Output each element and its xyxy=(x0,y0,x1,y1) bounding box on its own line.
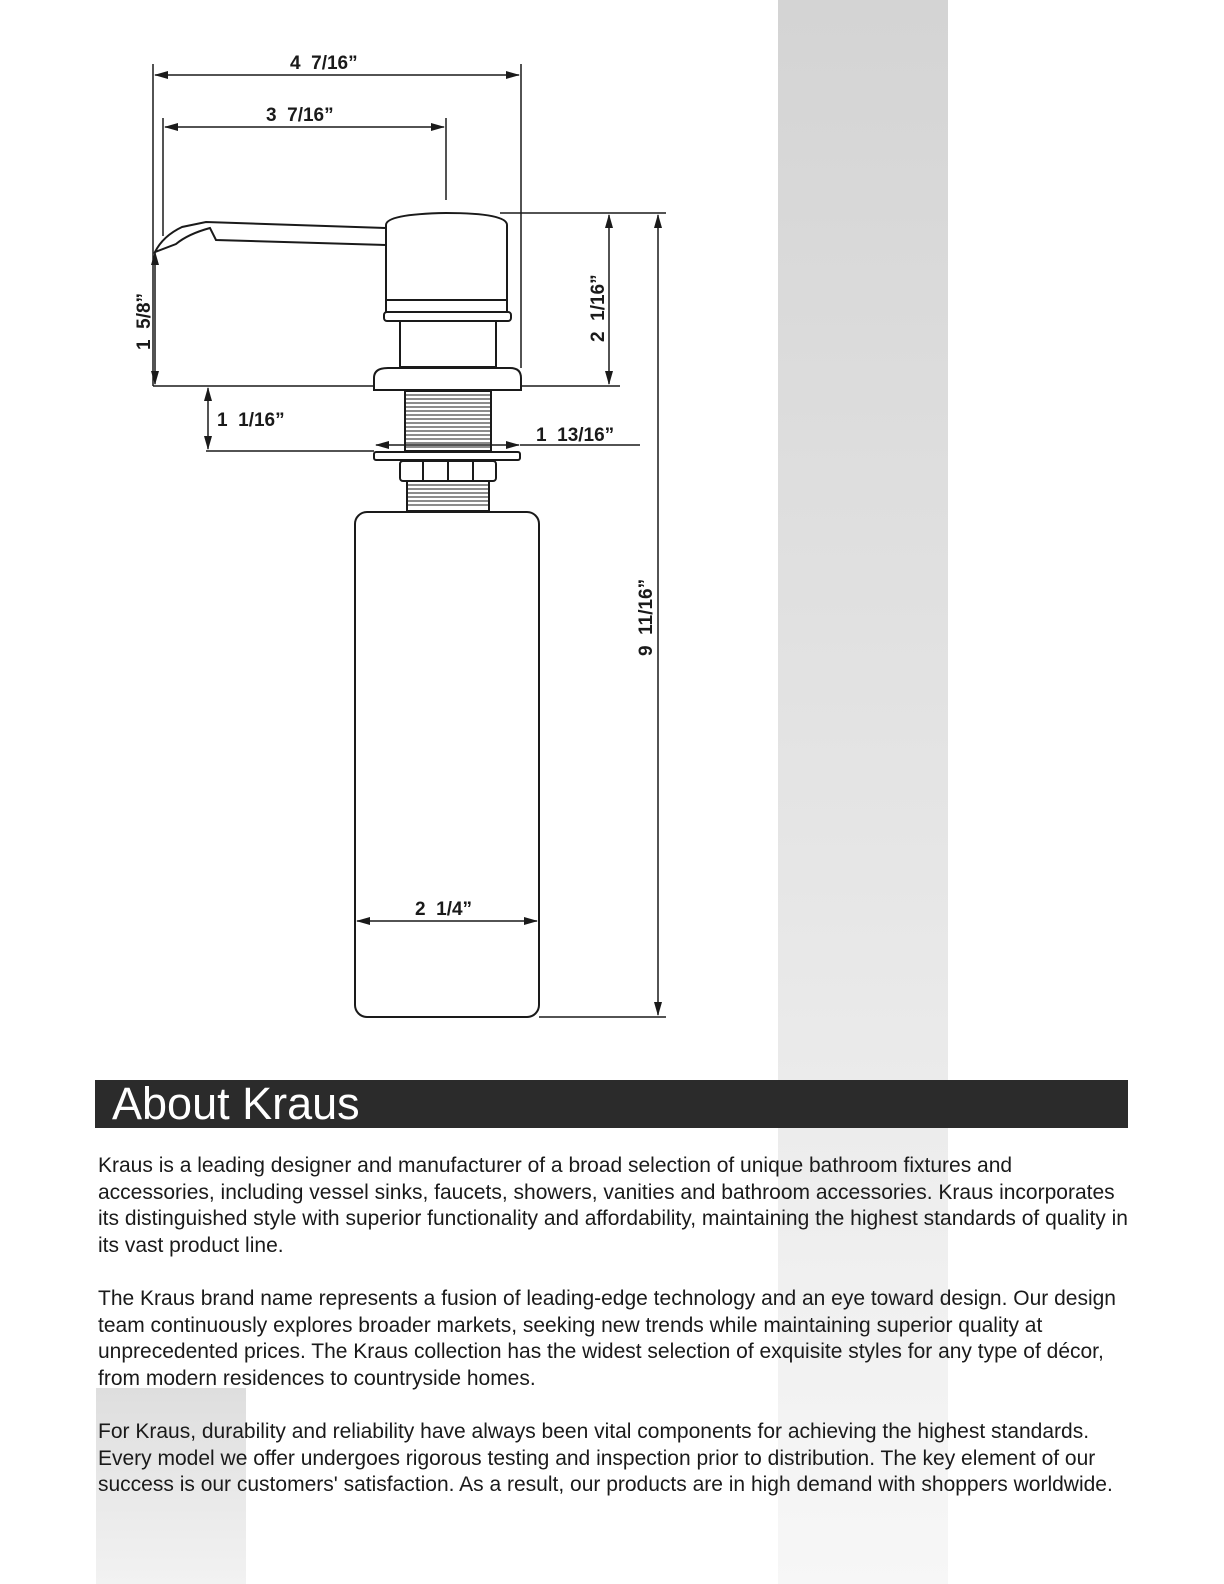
head-height-label: 2 1/16” xyxy=(588,274,609,342)
soap-dispenser-outline xyxy=(155,213,539,1017)
spout-reach-label: 3 7/16” xyxy=(266,105,334,126)
about-paragraph-2: The Kraus brand name represents a fusion of leading-edge technology and an eye toward design. Our design team continuously explores broader markets, seeking new trends while maintaining superior quality at unprecedented prices. The Kraus collection has the widest selection of exquisite styles for any type of décor, from modern residences to countryside homes. xyxy=(98,1287,1116,1390)
about-paragraph-1: Kraus is a leading designer and manufacturer of a broad selection of unique bathroom fixtures and accessories, including vessel sinks, faucets, showers, vanities and bathroom accessories. Kraus incorporates its distinguished style with superior functionality and affordability, maintaining the highest standards of quality in its vast product line. xyxy=(98,1154,1128,1257)
bottle-width-label: 2 1/4” xyxy=(415,899,473,920)
overall-length-label: 4 7/16” xyxy=(290,53,358,74)
about-body xyxy=(98,1153,1128,1526)
about-heading: About Kraus xyxy=(95,1080,1128,1128)
total-height-label: 9 11/16” xyxy=(636,578,657,656)
shank-width-label: 1 13/16” xyxy=(536,425,615,446)
spout-height-label: 1 5/8” xyxy=(134,292,155,350)
about-paragraph-3: For Kraus, durability and reliability have always been vital components for achieving the highest standards. Every model we offer undergoes rigorous testing and inspection prior to distribution. The key element of our success is our customers' satisfaction. As a result, our products are in high demand with shoppers worldwide. xyxy=(98,1420,1113,1496)
shank-length-label: 1 1/16” xyxy=(217,410,285,431)
